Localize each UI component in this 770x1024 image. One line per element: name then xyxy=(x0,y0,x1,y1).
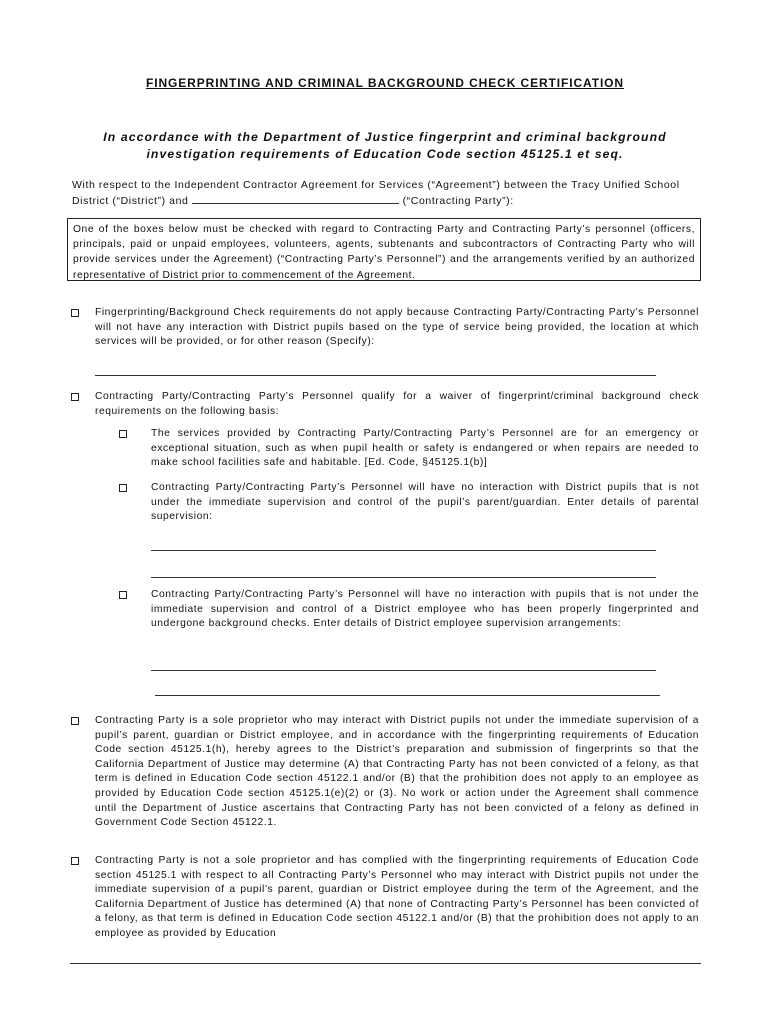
option-waiver-text: Contracting Party/Contracting Party’s Personnel qualify for a waiver of fingerprint/criminal background check requirements on the following basis: xyxy=(95,391,699,417)
subtitle-line-2: investigation requirements of Education Code section 45125.1 et seq. xyxy=(146,147,624,161)
intro-text: With respect to the Independent Contractor Agreement for Services (“Agreement”) between the Tracy Unified School District (“District”) and xyxy=(72,179,680,207)
checkbox-waiver[interactable] xyxy=(71,393,79,401)
checkbox-waiver-employee[interactable] xyxy=(119,591,127,599)
contracting-party-name-field[interactable] xyxy=(192,194,399,204)
checkbox-waiver-parent[interactable] xyxy=(119,484,127,492)
document-title: FINGERPRINTING AND CRIMINAL BACKGROUND CHECK CERTIFICATION xyxy=(146,76,624,90)
option-waiver-employee-text: Contracting Party/Contracting Party’s Personnel will have no interaction with pupils that is not under the immediate supervision and control of a District employee who has been properly fingerprinted and undergone background checks. Enter details of District employee supervision arrangements: xyxy=(151,589,699,630)
employee-supervision-details-field-2[interactable] xyxy=(155,695,660,696)
footer-divider xyxy=(70,963,701,964)
parent-supervision-details-field-2[interactable] xyxy=(151,577,656,578)
document-subtitle xyxy=(60,129,710,163)
option-not-sole-proprietor-text: Contracting Party is not a sole proprietor and has complied with the fingerprinting requirements of Education Code section 45125.1 with respect to all Contracting Party’s Personnel who may interact with District pupils not under the immediate supervision of a pupil’s parent, guardian or District employee during the term of the Agreement, and the California Department of Justice has determined (A) that none of Contracting Party’s Personnel has been convicted of a felony, as that term is defined in Education Code section 45122.1 and/or (B) that the prohibition does not apply to an employee as provided by Education xyxy=(95,855,699,939)
intro-text-end: (“Contracting Party”): xyxy=(402,194,514,207)
checkbox-not-sole-proprietor[interactable] xyxy=(71,857,79,865)
checkbox-not-apply[interactable] xyxy=(71,309,79,317)
subtitle-line-1: In accordance with the Department of Justice fingerprint and criminal background xyxy=(103,130,667,144)
notice-box: One of the boxes below must be checked with regard to Contracting Party and Contracting Party’s personnel (officers, principals, paid or unpaid employees, volunteers, agents, subtenants and subcontractors of Contracting Party who will provide services under the Agreement) (“Contracting Party’s Personnel”) and the arrangements verified by an authorized representative of District prior to commencement of the Agreement. xyxy=(67,218,701,281)
checkbox-sole-proprietor[interactable] xyxy=(71,717,79,725)
option-sole-proprietor-text: Contracting Party is a sole proprietor who may interact with District pupils not under the immediate supervision of a pupil’s parent, guardian or District employee, and in accordance with the fingerprinting requirements of Education Code section 45125.1(h), hereby agrees to the District’s preparation and submission of fingerprints so that the California Department of Justice may determine (A) that Contracting Party has not been convicted of a felony, as that term is defined in Education Code section 45122.1 and/or (B) that the prohibition does not apply to an employee as provided by Education Code section 45125.1(e)(2) or (3). No work or action under the Agreement shall commence until the Department of Justice ascertains that Contracting Party has not been convicted of a felony as defined in Government Code Section 45122.1. xyxy=(95,715,699,829)
employee-supervision-details-field-1[interactable] xyxy=(151,670,656,671)
option-not-apply-text: Fingerprinting/Background Check requirements do not apply because Contracting Party/Contracting Party’s Personnel will not have any interaction with District pupils based on the type of service being provided, the location at which services will be provided, or for other reason (Specify): xyxy=(95,307,699,348)
intro-paragraph xyxy=(72,178,702,209)
checkbox-waiver-emergency[interactable] xyxy=(119,430,127,438)
option-waiver-emergency-text: The services provided by Contracting Party/Contracting Party’s Personnel are for an emergency or exceptional situation, such as when pupil health or safety is endangered or when repairs are needed to make school facilities safe and habitable. [Ed. Code, §45125.1(b)] xyxy=(151,428,699,469)
specify-reason-field[interactable] xyxy=(95,375,656,376)
option-waiver-parent-text: Contracting Party/Contracting Party’s Personnel will have no interaction with District pupils that is not under the immediate supervision and control of the pupil’s parent/guardian. Enter details of parental supervision: xyxy=(151,482,699,523)
parent-supervision-details-field-1[interactable] xyxy=(151,550,656,551)
